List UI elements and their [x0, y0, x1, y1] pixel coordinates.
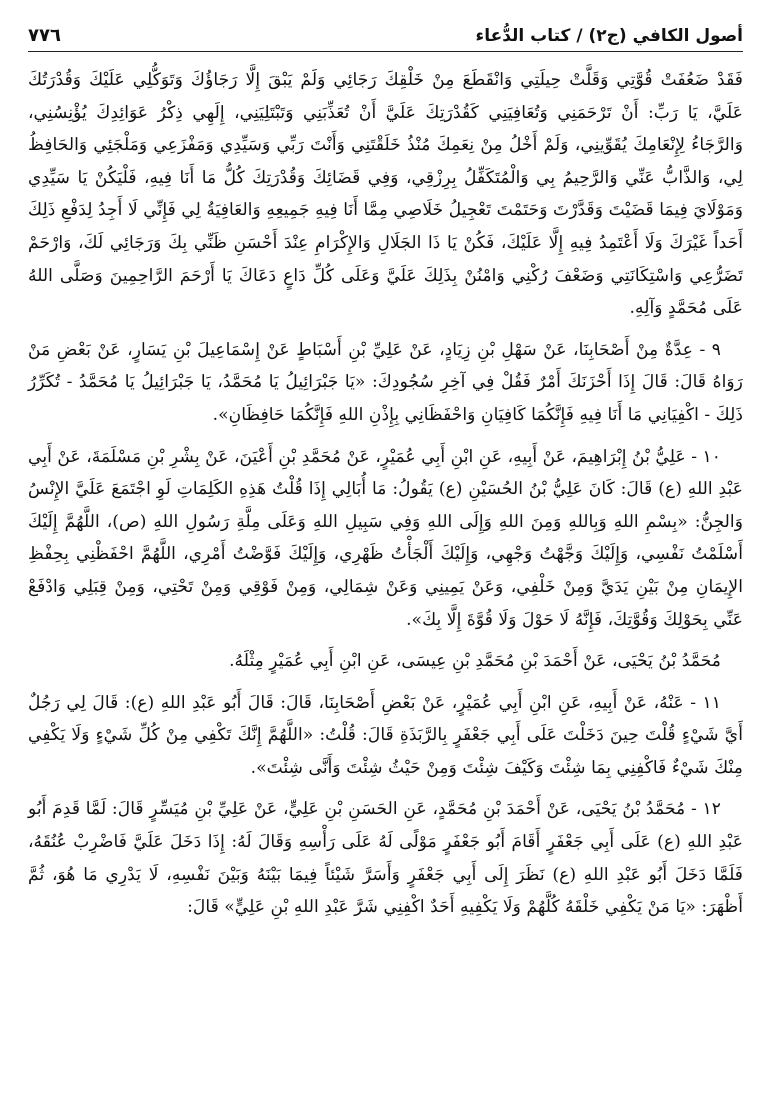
running-title: أصول الكافي (ج٢) / كتاب الدُّعاء [475, 26, 743, 46]
paragraph-hadith-11: ١١ - عَنْهُ، عَنْ أَبِيهِ، عَنِ ابْنِ أَبِي عُمَيْرٍ، عَنْ بَعْضِ أَصْحَابِنَا، قَالَ: قَالَ أَبُو عَبْدِ اللهِ (ع): قَالَ لِي رَجُلٌ أَيَّ شَيْءٍ قُلْتَ حِينَ دَخَلْتَ عَلَى أَبِي جَعْفَرٍ بِالرَّبَذَةِ قَالَ: قُلْتُ: «اللَّهُمَّ إِنَّكَ تَكْفِي مِنْ كُلِّ شَيْءٍ وَلَا يَكْفِي مِنْكَ شَيْءٌ فَاكْفِنِي بِمَا شِئْتَ وَكَيْفَ شِئْتَ وَمِنْ حَيْثُ شِئْتَ وَأَنَّى شِئْتَ». [28, 692, 743, 778]
book-page [28, 20, 743, 1110]
paragraph-prayer-continuation: فَقَدْ ضَعُفَتْ قُوَّتِي وَقَلَّتْ حِيلَتِي وَانْقَطَعَ مِنْ خَلْقِكَ رَجَائِي وَلَمْ يَبْقَ إِلَّا رَجَاؤُكَ وَتَوَكُّلِي عَلَيْكَ وَقُدْرَتُكَ عَلَيَّ، يَا رَبِّ: أَنْ تَرْحَمَنِي وَتُعَافِيَنِي كَقُدْرَتِكَ عَلَيَّ أَنْ تُعَذِّبَنِي وَتَبْتَلِيَنِي، إِلَهِي ذِكْرُ عَوَائِدِكَ يُؤْنِسُنِي، وَالرَّجَاءُ لِإِنْعَامِكَ يُقَوِّينِي، وَلَمْ أَخْلُ مِنْ نِعَمِكَ مُنْذُ خَلَقْتَنِي وَأَنْتَ رَبِّي وَسَيِّدِي وَمَفْزَعِي وَمَلْجَئِي وَالحَافِظُ لِي، وَالذَّابُّ عَنِّي وَالرَّحِيمُ بِي وَالْمُتَكَفِّلُ بِرِزْقِي، وَفِي قَضَائِكَ وَقُدْرَتِكَ كُلُّ مَا أَنَا فِيهِ، فَلْيَكُنْ يَا سَيِّدِي وَمَوْلَايَ فِيمَا قَضَيْتَ وَقَدَّرْتَ وَحَتَمْتَ تَعْجِيلُ خَلَاصِي مِمَّا أَنَا فِيهِ جَمِيعِهِ وَالعَافِيَةُ لِي فَإِنِّي لَا أَجِدُ لِدَفْعِ ذَلِكَ أَحَداً غَيْرَكَ وَلَا أَعْتَمِدُ فِيهِ إِلَّا عَلَيْكَ، فَكُنْ يَا ذَا الجَلَالِ وَالإِكْرَامِ عِنْدَ أَحْسَنِ ظَنِّي بِكَ وَرَجَائِي لَكَ، وَارْحَمْ تَضَرُّعِي وَاسْتِكَانَتِي وَضَعْفَ رُكْنِي وَامْنُنْ بِذَلِكَ عَلَيَّ وَعَلَى كُلِّ دَاعٍ دَعَاكَ يَا أَرْحَمَ الرَّاحِمِينَ وَصَلَّى اللهُ عَلَى مُحَمَّدٍ وَآلِهِ. [28, 70, 743, 319]
page-header [28, 20, 743, 52]
paragraph-hadith-10-chain: مُحَمَّدُ بْنُ يَحْيَى، عَنْ أَحْمَدَ بْنِ مُحَمَّدِ بْنِ عِيسَى، عَنِ ابْنِ أَبِي عُمَيْرٍ مِثْلَهُ. [229, 651, 721, 672]
body-text [28, 64, 743, 924]
page-number: ٧٧٦ [28, 25, 61, 46]
paragraph-hadith-12: ١٢ - مُحَمَّدُ بْنُ يَحْيَى، عَنْ أَحْمَدَ بْنِ مُحَمَّدٍ، عَنِ الحَسَنِ بْنِ عَلِيٍّ، عَنْ عَلِيِّ بْنِ مُيَسِّرٍ قَالَ: لَمَّا قَدِمَ أَبُو عَبْدِ اللهِ (ع) عَلَى أَبِي جَعْفَرٍ أَقَامَ أَبُو جَعْفَرٍ مَوْلًى لَهُ عَلَى رَأْسِهِ وَقَالَ لَهُ: إِذَا دَخَلَ عَلَيَّ فَاضْرِبْ عُنُقَهُ، فَلَمَّا دَخَلَ أَبُو عَبْدِ اللهِ (ع) نَظَرَ إِلَى أَبِي جَعْفَرٍ وَأَسَرَّ شَيْئاً فِيمَا بَيْنَهُ وَبَيْنَ نَفْسِهِ، لَا يَدْرِي مَا هُوَ، ثُمَّ أَظْهَرَ: «يَا مَنْ يَكْفِي خَلْقَهُ كُلَّهُمْ وَلَا يَكْفِيهِ أَحَدٌ اكْفِنِي شَرَّ عَبْدِ اللهِ بْنِ عَلِيٍّ» قَالَ: [28, 799, 743, 918]
paragraph-hadith-10: ١٠ - عَلِيُّ بْنُ إِبْرَاهِيمَ، عَنْ أَبِيهِ، عَنِ ابْنِ أَبِي عُمَيْرٍ، عَنْ مُحَمَّدِ بْنِ أَعْيَنَ، عَنْ بِشْرِ بْنِ مَسْلَمَةَ، عَنْ أَبِي عَبْدِ اللهِ (ع) قَالَ: كَانَ عَلِيُّ بْنُ الحُسَيْنِ (ع) يَقُولُ: مَا أُبَالِي إِذَا قُلْتُ هَذِهِ الكَلِمَاتِ لَوِ اجْتَمَعَ عَلَيَّ الإِنْسُ وَالجِنُّ: «بِسْمِ اللهِ وَبِاللهِ وَمِنَ اللهِ وَإِلَى اللهِ وَفِي سَبِيلِ اللهِ وَعَلَى مِلَّةِ رَسُولِ اللهِ (ص)، اللَّهُمَّ إِلَيْكَ أَسْلَمْتُ نَفْسِي، وَإِلَيْكَ وَجَّهْتُ وَجْهِي، وَإِلَيْكَ أَلْجَأْتُ ظَهْرِي، وَإِلَيْكَ فَوَّضْتُ أَمْرِي، اللَّهُمَّ احْفَظْنِي بِحِفْظِ الإِيمَانِ مِنْ بَيْنِ يَدَيَّ وَمِنْ خَلْفِي، وَعَنْ يَمِينِي وَعَنْ شِمَالِي، وَمِنْ فَوْقِي وَمِنْ تَحْتِي، وَمِنْ قِبَلِي وَادْفَعْ عَنِّي بِحَوْلِكَ وَقُوَّتِكَ، فَإِنَّهُ لَا حَوْلَ وَلَا قُوَّةَ إِلَّا بِكَ». [28, 446, 743, 630]
paragraph-hadith-9: ٩ - عِدَّةٌ مِنْ أَصْحَابِنَا، عَنْ سَهْلِ بْنِ زِيَادٍ، عَنْ عَلِيِّ بْنِ أَسْبَاطٍ عَنْ إِسْمَاعِيلَ بْنِ يَسَارٍ، عَنْ بَعْضِ مَنْ رَوَاهُ قَالَ: قَالَ إِذَا أَحْزَنَكَ أَمْرٌ فَقُلْ فِي آخِرِ سُجُودِكَ: «يَا جَبْرَائِيلُ يَا مُحَمَّدُ، يَا جَبْرَائِيلُ يَا مُحَمَّدُ - تُكَرِّرُ ذَلِكَ - اكْفِيَانِي مَا أَنَا فِيهِ فَإِنَّكُمَا كَافِيَانِ وَاحْفَظَانِي بِإِذْنِ اللهِ فَإِنَّكُمَا حَافِظَانِ». [28, 339, 743, 425]
